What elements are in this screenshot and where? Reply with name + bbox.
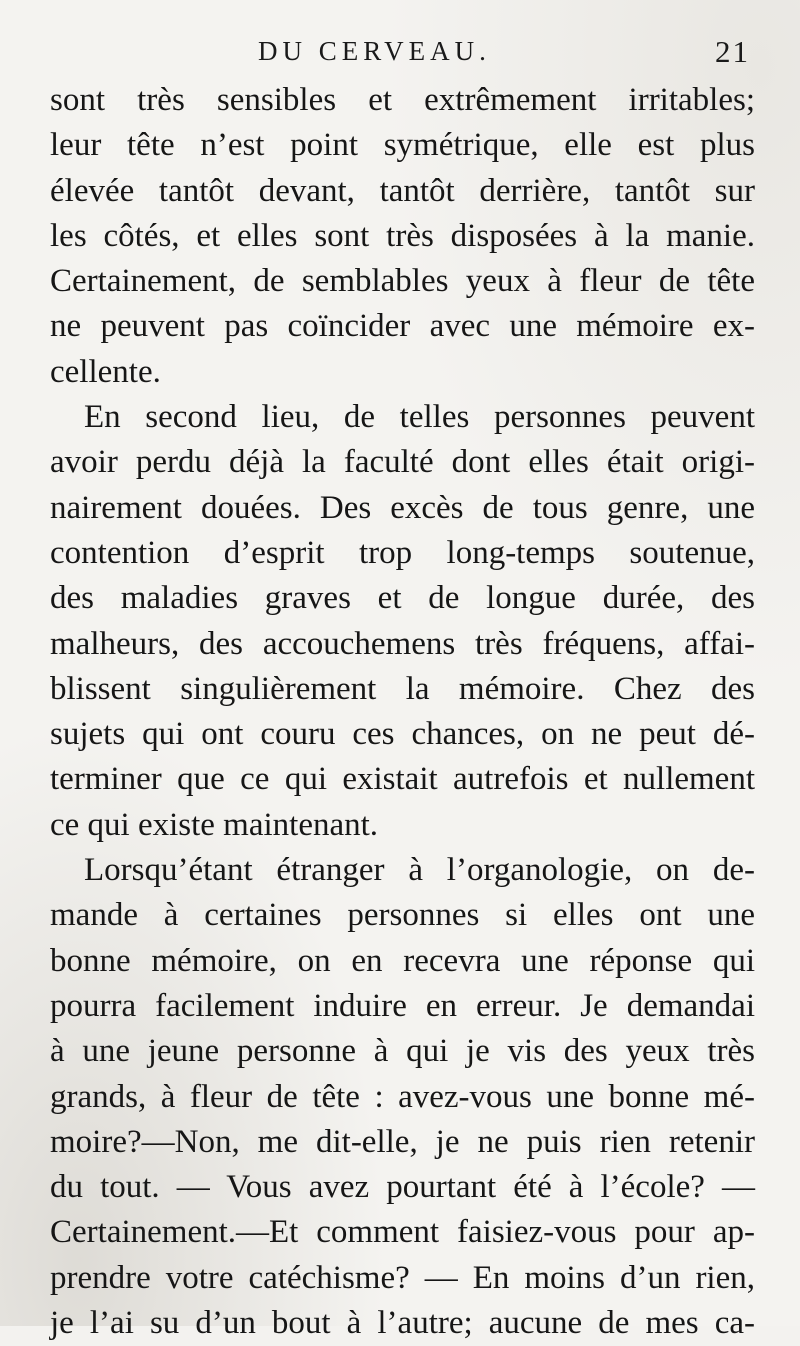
- text-line: avoir perdu déjà la faculté dont elles était origi-: [50, 444, 755, 481]
- text-line: je l’ai su d’un bout à l’autre; aucune de mes ca-: [50, 1305, 755, 1342]
- text-line: moire?—Non, me dit-elle, je ne puis rien retenir: [50, 1123, 755, 1160]
- text-line: à une jeune personne à qui je vis des yeux très: [50, 1033, 755, 1070]
- text-line: nairement douées. Des excès de tous genre, une: [50, 489, 755, 526]
- text-line: sont très sensibles et extrêmement irritables;: [50, 82, 755, 118]
- text-line: prendre votre catéchisme? — En moins d’un rien,: [50, 1259, 755, 1296]
- text-line: blissent singulièrement la mémoire. Chez des: [50, 670, 755, 707]
- text-line: bonne mémoire, on en recevra une réponse qui: [50, 942, 755, 979]
- text-line: malheurs, des accouchemens très fréquens, affai-: [50, 625, 755, 662]
- text-line: Lorsqu’étant étranger à l’organologie, on de-: [84, 852, 755, 889]
- text-line: terminer que ce qui existait autrefois et nullement: [50, 761, 755, 798]
- text-line: ne peuvent pas coïncider avec une mémoire ex-: [50, 308, 755, 345]
- text-line: Certainement.—Et comment faisiez-vous pour ap-: [50, 1214, 755, 1251]
- text-line: élevée tantôt devant, tantôt derrière, tantôt sur: [50, 172, 755, 209]
- text-line: du tout. — Vous avez pourtant été à l’école? —: [50, 1169, 755, 1206]
- text-line: grands, à fleur de tête : avez-vous une bonne mé-: [50, 1078, 755, 1115]
- text-line: En second lieu, de telles personnes peuvent: [84, 399, 755, 436]
- text-line: pourra facilement induire en erreur. Je demandai: [50, 987, 755, 1024]
- text-line: des maladies graves et de longue durée, des: [50, 580, 755, 617]
- body-text: [50, 78, 755, 1346]
- running-head: [0, 36, 800, 76]
- running-head-title: DU CERVEAU.: [258, 36, 491, 66]
- text-line: les côtés, et elles sont très disposées à la manie.: [50, 217, 755, 254]
- text-line: leur tête n’est point symétrique, elle est plus: [50, 127, 755, 164]
- text-line: cellente.: [50, 353, 161, 390]
- text-line: mande à certaines personnes si elles ont une: [50, 897, 755, 934]
- text-line: ce qui existe maintenant.: [50, 806, 379, 843]
- text-line: sujets qui ont couru ces chances, on ne peut dé-: [50, 716, 755, 753]
- page-number: 21: [715, 34, 750, 69]
- text-line: Certainement, de semblables yeux à fleur de tête: [50, 263, 755, 300]
- text-line: contention d’esprit trop long-temps soutenue,: [50, 534, 755, 571]
